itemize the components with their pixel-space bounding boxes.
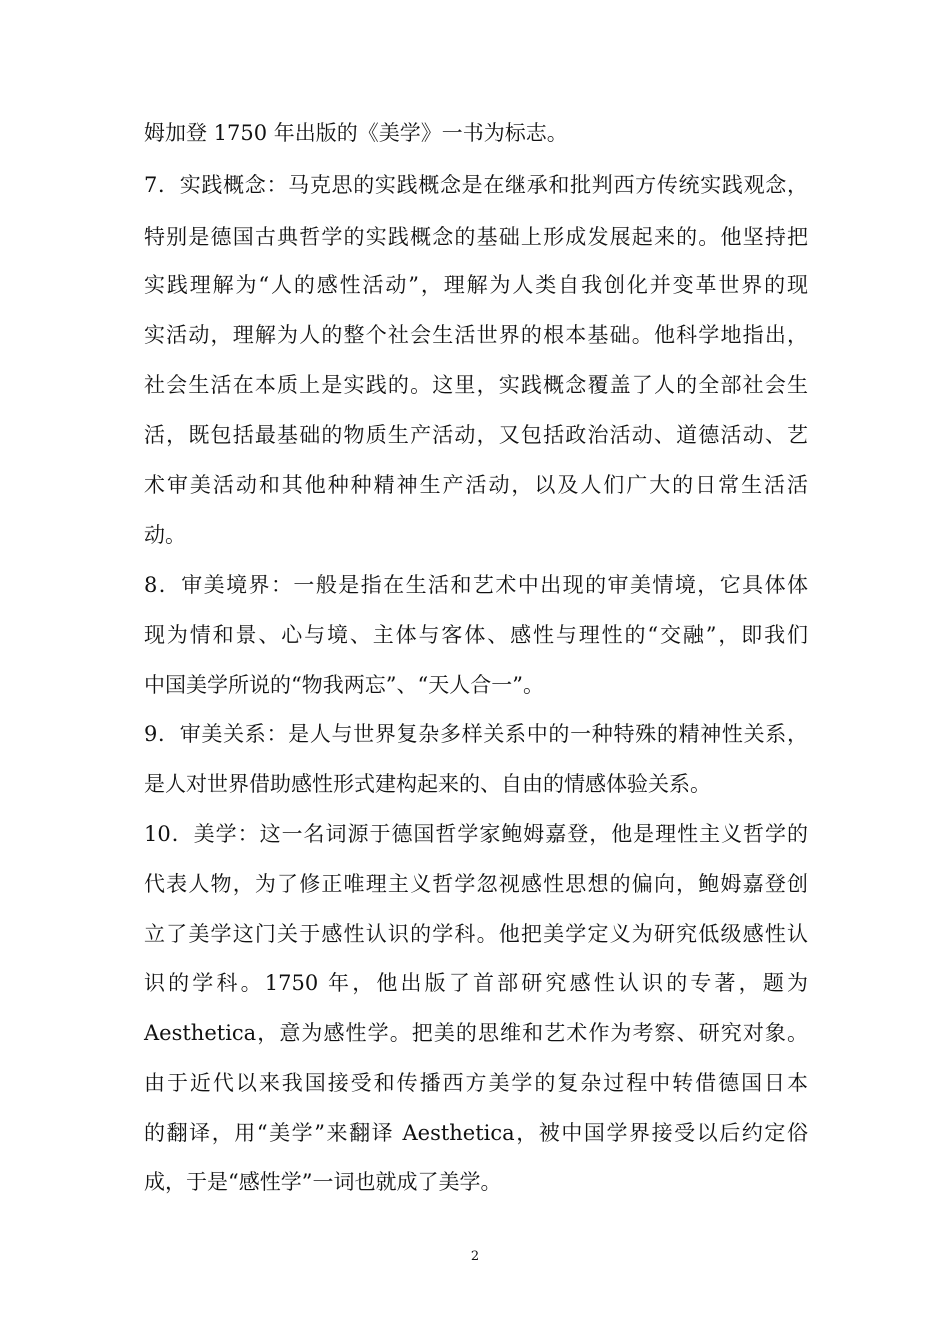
text-line: 实践理解为“人的感性活动”，理解为人类自我创化并变革世界的现: [144, 273, 808, 297]
text-line: 活，既包括最基础的物质生产活动，又包括政治活动、道德活动、艺: [144, 423, 808, 447]
text-line: Aesthetica，意为感性学。把美的思维和艺术作为考察、研究对象。: [144, 1021, 808, 1045]
text-line: 由于近代以来我国接受和传播西方美学的复杂过程中转借德国日本: [144, 1071, 808, 1095]
text-line: 10．美学：这一名词源于德国哲学家鲍姆嘉登，他是理性主义哲学的: [144, 822, 808, 846]
text-line: 现为情和景、心与境、主体与客体、感性与理性的“交融”，即我们: [144, 623, 808, 647]
text-line: 代表人物，为了修正唯理主义哲学忽视感性思想的偏向，鲍姆嘉登创: [144, 872, 808, 896]
text-line: 的翻译，用“美学”来翻译 Aesthetica，被中国学界接受以后约定俗: [144, 1121, 808, 1145]
text-line: 成，于是“感性学”一词也就成了美学。: [144, 1170, 502, 1194]
text-line: 术审美活动和其他种种精神生产活动，以及人们广大的日常生活活: [144, 473, 808, 497]
text-line: 9．审美关系：是人与世界复杂多样关系中的一种特殊的精神性关系，: [144, 722, 808, 746]
text-line: 社会生活在本质上是实践的。这里，实践概念覆盖了人的全部社会生: [144, 373, 808, 397]
text-line: 动。: [144, 523, 186, 547]
text-line: 实活动，理解为人的整个社会生活世界的根本基础。他科学地指出，: [144, 323, 808, 347]
text-line: 是人对世界借助感性形式建构起来的、自由的情感体验关系。: [144, 772, 711, 796]
text-line: 特别是德国古典哲学的实践概念的基础上形成发展起来的。他坚持把: [144, 225, 808, 249]
text-line: 姆加登 1750 年出版的《美学》一书为标志。: [144, 121, 568, 145]
text-line: 识的学科。1750 年，他出版了首部研究感性认识的专著，题为: [144, 971, 808, 995]
text-line: 7．实践概念：马克思的实践概念是在继承和批判西方传统实践观念，: [144, 173, 808, 197]
text-line: 8．审美境界：一般是指在生活和艺术中出现的审美情境，它具体体: [144, 573, 808, 597]
page-number: 2: [470, 1249, 480, 1264]
text-line: 立了美学这门关于感性认识的学科。他把美学定义为研究低级感性认: [144, 922, 808, 946]
text-line: 中国美学所说的“物我两忘”、“天人合一”。: [144, 673, 544, 697]
